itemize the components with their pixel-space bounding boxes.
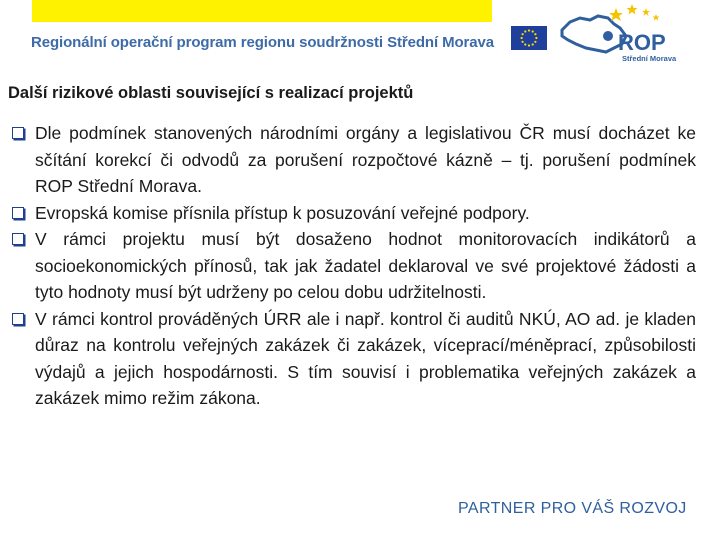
bullet-item bbox=[10, 226, 696, 306]
bullet-text: V rámci kontrol prováděných ÚRR ale i např. kontrol či auditů NKÚ, AO ad. je kladen důraz na kontrolu veřejných zakázek či zakázek, víceprací/méněprací, způsobilosti výdajů a jejich hospodárnosti. S tím souvisí i problematika veřejných zakázek a zakázek mimo režim zákona. bbox=[35, 308, 696, 408]
bullet-text: Evropská komise přísnila přístup k posuzování veřejné podpory. bbox=[35, 202, 530, 223]
rop-logo-text: ROP bbox=[618, 30, 666, 55]
checkbox-bullet-icon bbox=[12, 207, 24, 219]
bullet-text: Dle podmínek stanovených národními orgány a legislativou ČR musí docházet ke sčítání korekcí či odvodů za porušení rozpočtové kázně – tj. porušení podmínek ROP Střední Morava. bbox=[35, 123, 696, 196]
header-yellow-bar bbox=[32, 0, 492, 22]
slide-heading: Další rizikové oblasti související s realizací projektů bbox=[8, 84, 414, 102]
checkbox-bullet-icon bbox=[12, 127, 24, 139]
bullet-item bbox=[10, 200, 696, 227]
program-title: Regionální operační program regionu soudržnosti Střední Morava bbox=[31, 34, 495, 51]
eu-flag-icon bbox=[511, 26, 547, 50]
checkbox-bullet-icon bbox=[12, 233, 24, 245]
bullet-item bbox=[10, 120, 696, 200]
bullet-list bbox=[10, 120, 696, 412]
bullet-text: V rámci projektu musí být dosaženo hodnot monitorovacích indikátorů a socioekonomických přínosů, tak jak žadatel deklaroval ve své projektové žádosti a tyto hodnoty musí být udrženy po celou dobu udržitelnosti. bbox=[35, 229, 696, 302]
footer-slogan: PARTNER PRO VÁŠ ROZVOJ bbox=[458, 500, 687, 517]
bullet-item bbox=[10, 306, 696, 412]
rop-logo-subtext: Střední Morava bbox=[622, 54, 677, 63]
checkbox-bullet-icon bbox=[12, 313, 24, 325]
